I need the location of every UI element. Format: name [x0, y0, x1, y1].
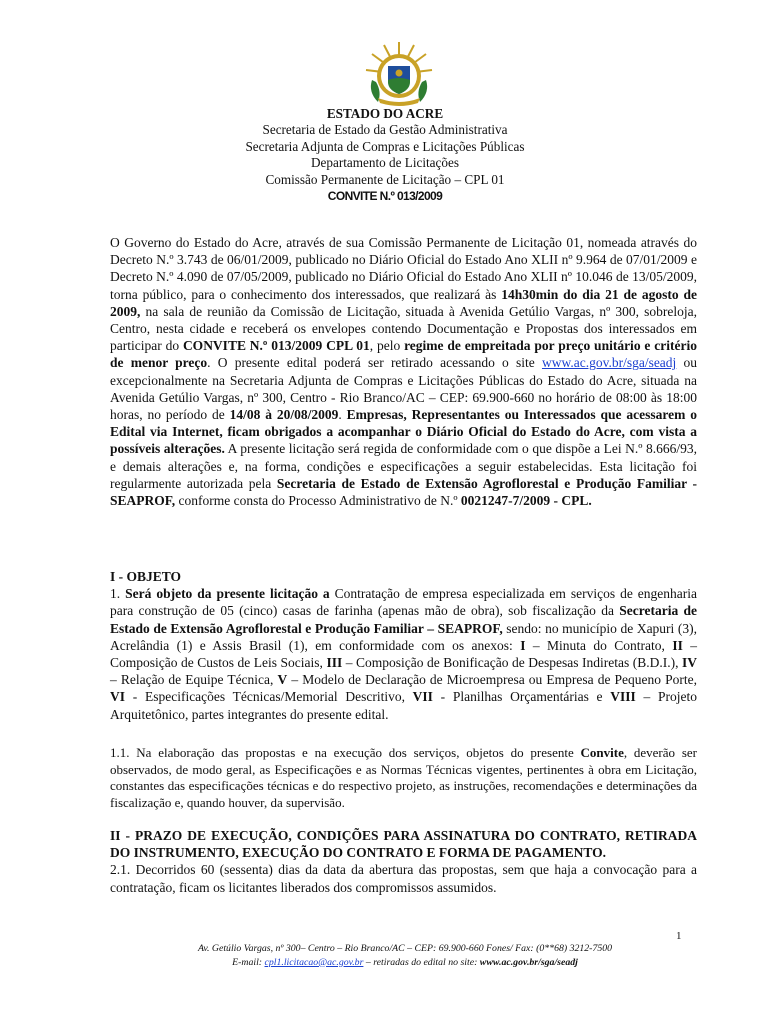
- item-2-1-paragraph: 2.1. Decorridos 60 (sessenta) dias da data da abertura das propostas, sem que haja a convocação para a contratação, ficam os licitantes liberados dos compromissos assumidos.: [110, 862, 697, 895]
- secretaria-name: Secretaria de Estado da Gestão Administrativa: [262, 122, 508, 138]
- annex-text: – Relação de Equipe Técnica,: [110, 672, 278, 688]
- email-link[interactable]: cpl1.licitacao@ac.gov.br: [264, 956, 364, 968]
- objeto-paragraph: [110, 585, 697, 723]
- intro-text: O Governo do Estado do Acre, através de sua Comissão Permanente de Licitação 01, nomeada através do Decreto N.º 3.743 de 06/01/2009, publicado no Diário Oficial do Estado Ano XLII nº 9.964 de 07/01/2009 e Decreto N.º 4.090 de 07/05/2009, publicado no Diário Oficial do Estado Ano XLII nº 10.046 de 13/05/2009, torna público, para o conhecimento dos interessados, que realizará às: [110, 235, 697, 302]
- annex-number: II: [672, 637, 683, 653]
- adjunta-name: Secretaria Adjunta de Compras e Licitações Públicas: [245, 138, 525, 154]
- prazo-section: [110, 827, 697, 896]
- annex-text: – Minuta do Contrato,: [525, 637, 673, 653]
- page-number: 1: [676, 930, 682, 942]
- intro-text: conforme consta do Processo Administrativo de N.º: [175, 493, 461, 509]
- objeto-text: sendo: no município de Xapuri (3), Acrelândia (1) e Assis Brasil (1), em conformidade com os anexos:: [110, 620, 697, 653]
- item-text: 1.1. Na elaboração das propostas e na execução dos serviços, objetos do presente: [110, 745, 581, 760]
- intro-regime: regime de empreitada por preço unitário e critério de menor preço: [110, 338, 697, 371]
- annex-number: VIII: [610, 689, 636, 705]
- item-number: 1.: [110, 586, 126, 602]
- annex-text: - Especificações Técnicas/Memorial Descritivo,: [125, 689, 413, 705]
- objeto-text: Contratação de empresa especializada em serviços de engenharia para construção de 05 (cinco) casas de farinha (apenas mão de obra), sob fiscalização da: [110, 586, 698, 619]
- intro-convite: CONVITE N.º 013/2009 CPL 01: [182, 338, 370, 354]
- document-header: [110, 106, 660, 204]
- intro-secretaria: Secretaria de Estado de Extensão Agroflorestal e Produção Familiar - SEAPROF,: [110, 475, 697, 509]
- objeto-heading: I - OBJETO: [110, 569, 182, 584]
- item-text: , deverão ser observados, de modo geral, as Especificações e as Normas Técnicas vigentes, pertinentes à obra em Licitação, constantes das especificações técnicas e do respectivo projeto, as instruções, recomendações e determinações da fiscalização e, quando houver, da supervisão.: [110, 745, 697, 810]
- objeto-lead: Será objeto da presente licitação a: [125, 586, 330, 602]
- objeto-secretaria: Secretaria de Estado de Extensão Agroflorestal e Produção Familiar – SEAPROF,: [110, 603, 697, 636]
- intro-paragraph: [110, 234, 697, 509]
- email-label: E-mail:: [232, 956, 265, 968]
- annex-number: VI: [110, 689, 126, 705]
- annex-text: – Composição de Custos de Leis Sociais,: [110, 637, 697, 671]
- convite-number: CONVITE N.º 013/2009: [327, 189, 443, 204]
- intro-date: 14h30min do dia 21 de agosto de 2009,: [110, 286, 698, 319]
- intro-period: 14/08 à 20/08/2009: [229, 407, 339, 423]
- annex-number: III: [326, 655, 343, 671]
- footer-site: www.ac.gov.br/sga/seadj: [479, 956, 578, 968]
- objeto-section: [110, 568, 697, 723]
- coat-of-arms-icon: [364, 40, 434, 108]
- intro-text: , pelo: [369, 338, 405, 354]
- annex-number: V: [277, 672, 288, 688]
- annex-number: I: [520, 637, 526, 653]
- annex-number: VII: [412, 689, 433, 705]
- intro-text: . O presente edital poderá ser retirado acessando o site: [207, 355, 542, 371]
- annex-number: IV: [681, 655, 697, 671]
- annex-text: - Planilhas Orçamentárias e: [432, 689, 611, 705]
- annex-text: – Composição de Bonificação de Despesas Indiretas (B.D.I.),: [342, 655, 682, 671]
- edital-site-link[interactable]: www.ac.gov.br/sga/seadj: [541, 355, 677, 371]
- annex-text: – Modelo de Declaração de Microempresa ou Empresa de Pequeno Porte,: [287, 672, 697, 688]
- intro-processo: 0021247-7/2009 - CPL.: [460, 493, 592, 509]
- intro-text: .: [338, 407, 347, 423]
- item-1-1-paragraph: [110, 745, 697, 811]
- state-name: ESTADO DO ACRE: [326, 106, 444, 121]
- footer-text: – retiradas do edital no site:: [363, 956, 480, 968]
- annex-text: – Projeto Arquitetônico, partes integrantes do presente edital.: [110, 689, 697, 722]
- item-convite: Convite: [580, 745, 624, 760]
- intro-text: A presente licitação será regida de conformidade com o que dispõe a Lei N.º 8.666/93, e demais alterações e, na forma, condições e especificações a seguir estabelecidas. Esta licitação foi regularmente autorizada pela: [110, 441, 697, 491]
- departamento-name: Departamento de Licitações: [311, 155, 459, 171]
- intro-warning: Empresas, Representantes ou Interessados que acessarem o Edital via Internet, ficam obrigados a acompanhar o Diário Oficial do Estado do Acre, com vista a possíveis alterações.: [110, 407, 697, 457]
- comissao-name: Comissão Permanente de Licitação – CPL 01: [265, 171, 505, 187]
- prazo-heading: II - PRAZO DE EXECUÇÃO, CONDIÇÕES PARA ASSINATURA DO CONTRATO, RETIRADA DO INSTRUMENTO, EXECUÇÃO DO CONTRATO E FORMA DE PAGAMENTO.: [110, 828, 697, 861]
- intro-text: na sala de reunião da Comissão de Licitação, situada à Avenida Getúlio Vargas, nº 300, sobreloja, Centro, nesta cidade e receberá os envelopes contendo Documentação e Propostas dos interessados em participar do: [110, 303, 697, 354]
- page-footer: [110, 942, 700, 969]
- intro-text: ou excepcionalmente na Secretaria Adjunta de Compras e Licitações Públicas do Estado do Acre, situada na Avenida Getúlio Vargas, nº 300, Centro - Rio Branco/AC – CEP: 69.900-660 no horário de 08:00 às 18:00 horas, no período de: [110, 355, 698, 423]
- footer-contacts: [110, 956, 700, 970]
- footer-address: Av. Getúlio Vargas, nº 300– Centro – Rio Branco/AC – CEP: 69.900-660 Fones/ Fax: (0**68) 3212-7500: [197, 943, 613, 954]
